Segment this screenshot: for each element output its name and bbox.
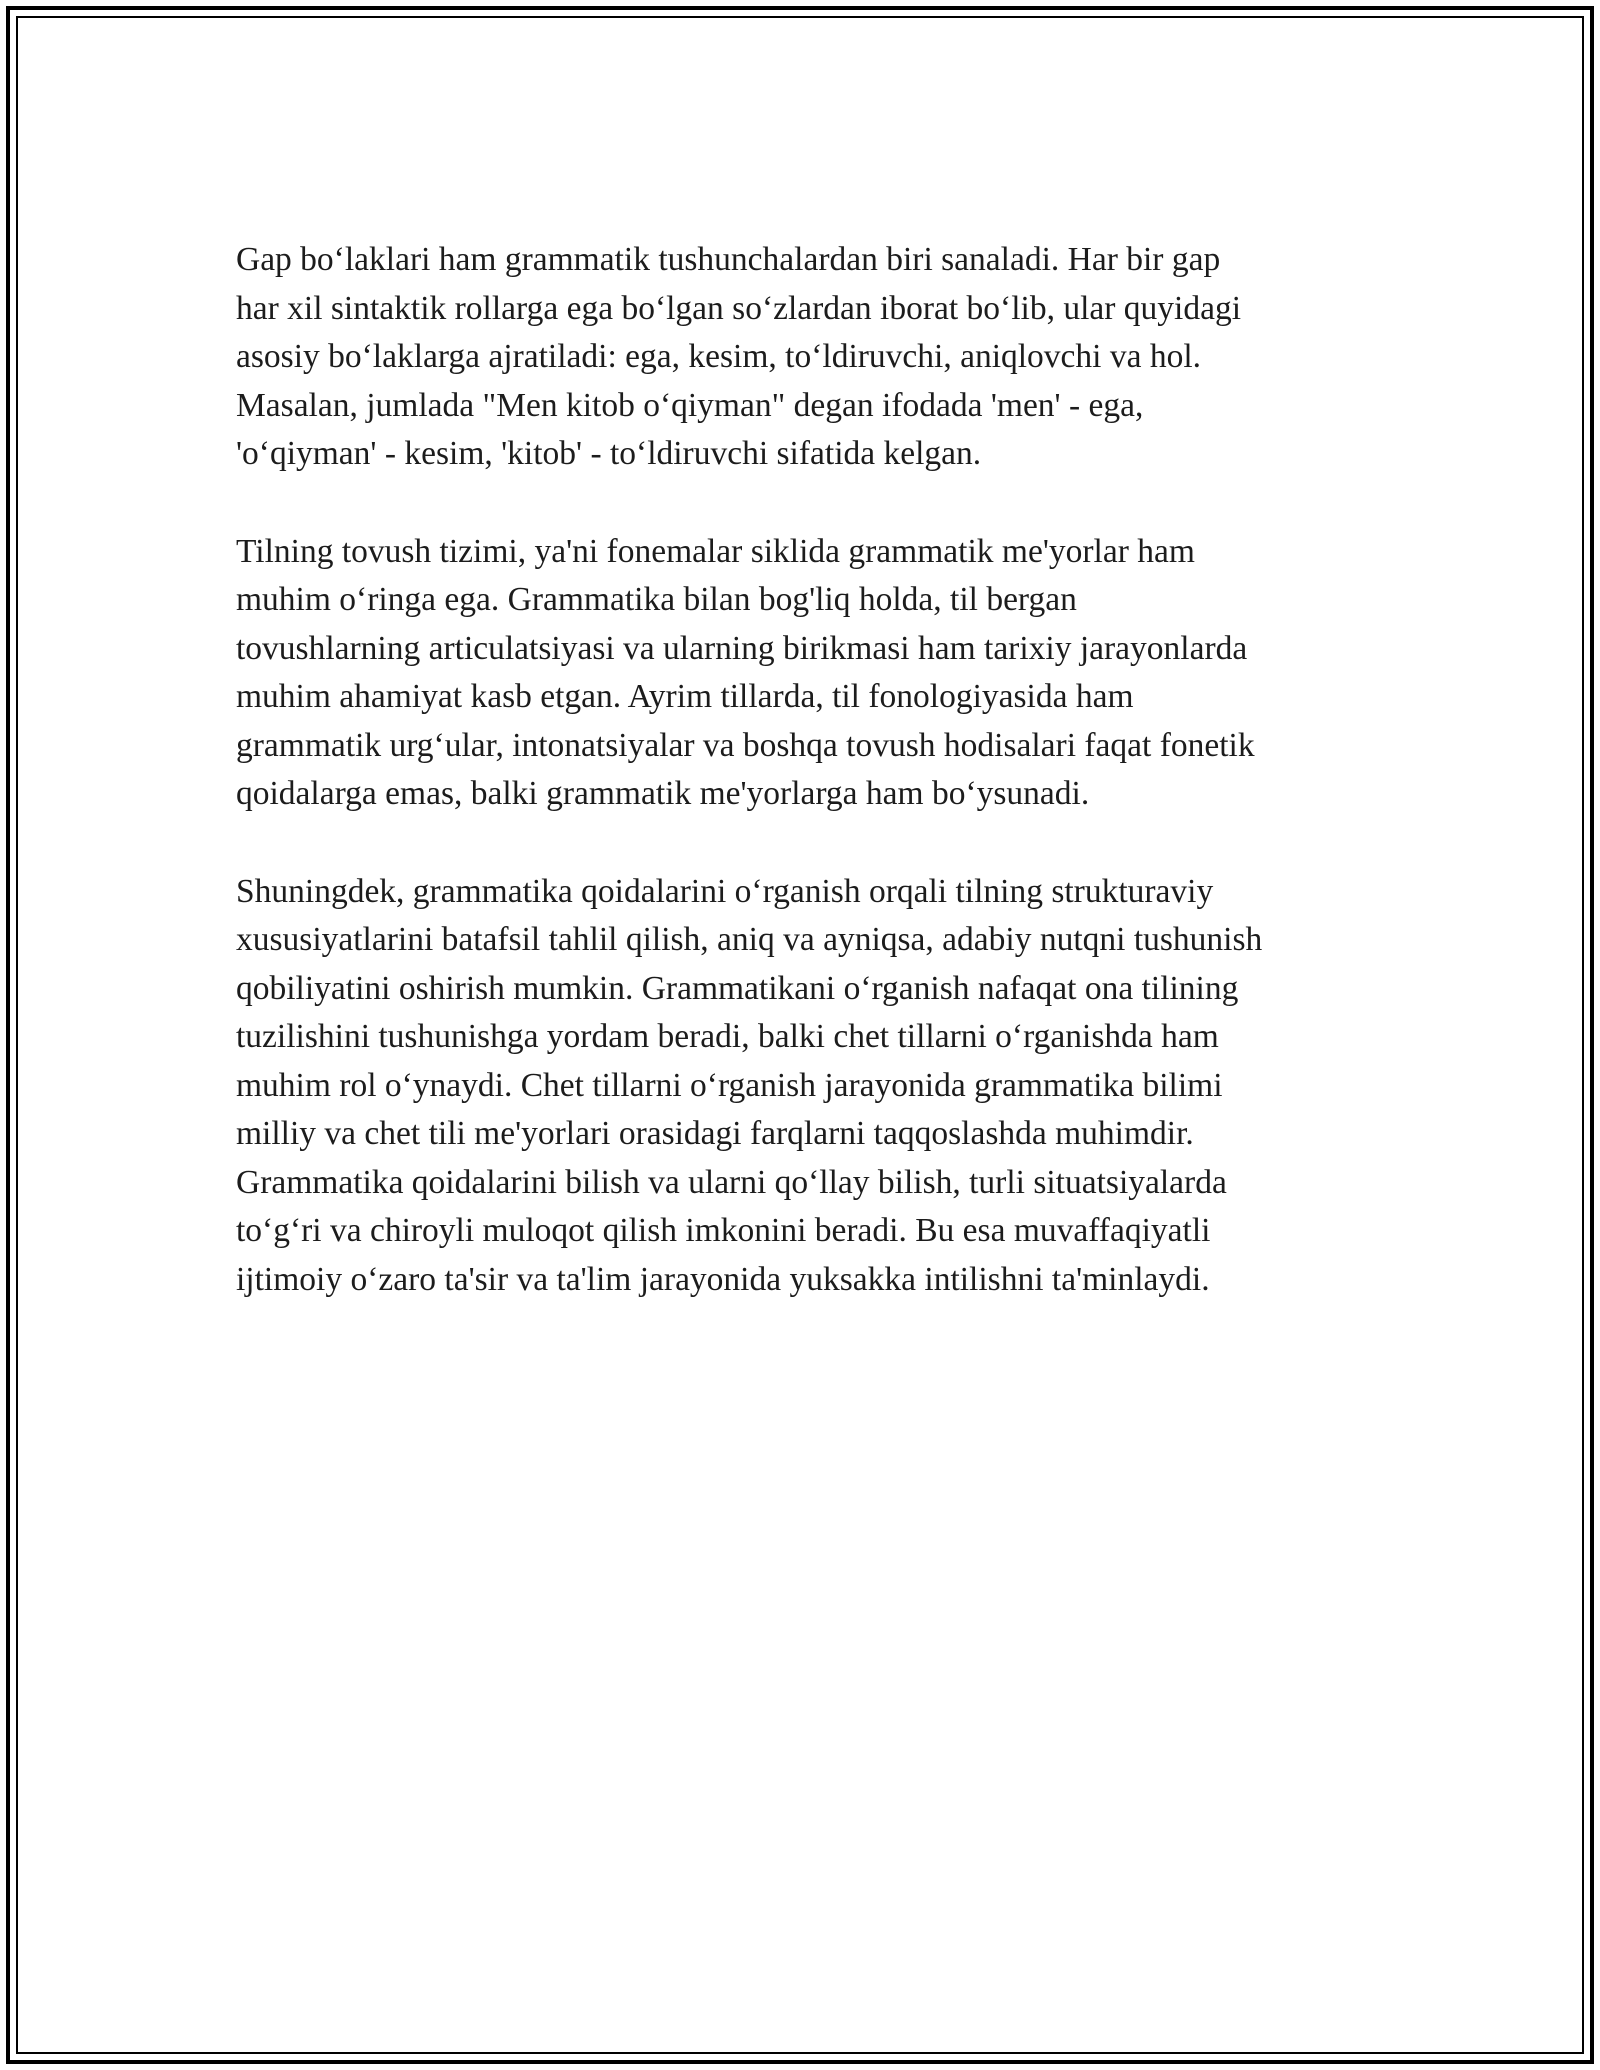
paragraph-2: Tilning tovush tizimi, ya'ni fonemalar siklida grammatik me'yorlar ham muhim o‘ringa ega. Grammatika bilan bog'liq holda, til bergan tovushlarning articulatsiyasi va ularning birikmasi ham tarixiy jarayonlarda muhim ahamiyat kasb etgan. Ayrim tillarda, til fonologiyasida ham grammatik urg‘ular, intonatsiyalar va boshqa tovush hodisalari faqat fonetik qoidalarga emas, balki grammatik me'yorlarga ham bo‘ysunadi.: [236, 532, 1255, 812]
document-body: [236, 236, 1366, 1304]
paragraph-1: Gap bo‘laklari ham grammatik tushunchalardan biri sanaladi. Har bir gap har xil sintaktik rollarga ega bo‘lgan so‘zlardan iborat bo‘lib, ular quyidagi asosiy bo‘laklarga ajratiladi: ega, kesim, to‘ldiruvchi, aniqlovchi va hol. Masalan, jumlada "Men kitob o‘qiyman" degan ifodada 'men' - ega, 'o‘qiyman' - kesim, 'kitob' - to‘ldiruvchi sifatida kelgan.: [236, 241, 1242, 472]
paragraph-3: Shuningdek, grammatika qoidalarini o‘rganish orqali tilning strukturaviy xususiyatlarini batafsil tahlil qilish, aniq va ayniqsa, adabiy nutqni tushunish qobiliyatini oshirish mumkin. Grammatikani o‘rganish nafaqat ona tilining tuzilishini tushunishga yordam beradi, balki chet tillarni o‘rganishda ham muhim rol o‘ynaydi. Chet tillarni o‘rganish jarayonida grammatika bilimi milliy va chet tili me'yorlari orasidagi farqlarni taqqoslashda muhimdir. Grammatika qoidalarini bilish va ularni qo‘llay bilish, turli situatsiyalarda to‘g‘ri va chiroyli muloqot qilish imkonini beradi. Bu esa muvaffaqiyatli ijtimoiy o‘zaro ta'sir va ta'lim jarayonida yuksakka intilishni ta'minlaydi.: [236, 872, 1263, 1298]
